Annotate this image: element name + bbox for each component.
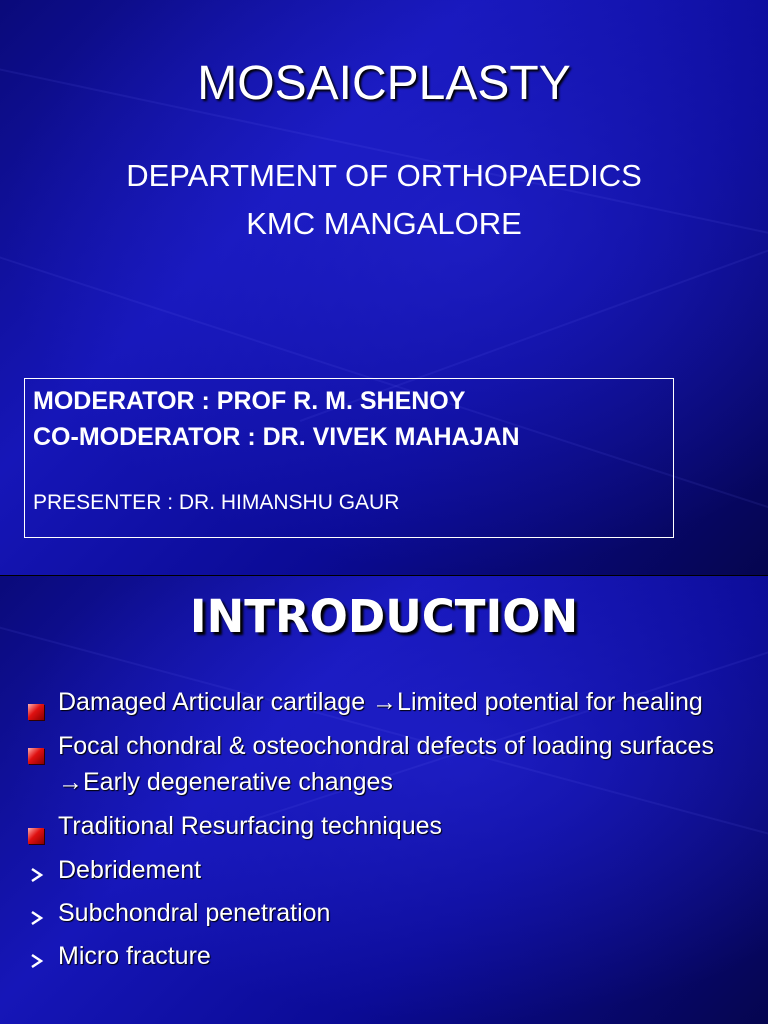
introduction-slide xyxy=(0,576,768,1024)
credits-box xyxy=(24,378,674,538)
red-square-bullet-icon xyxy=(28,818,44,854)
bullet-item xyxy=(28,728,748,800)
bullet-item xyxy=(28,938,748,974)
section-title: INTRODUCTION xyxy=(189,590,579,643)
presenter-line: PRESENTER : DR. HIMANSHU GAUR xyxy=(33,491,400,514)
chevron-right-bullet-icon xyxy=(28,945,46,981)
bullet-item xyxy=(28,808,748,844)
bullet-text: Focal chondral & osteochondral defects of loading surfaces →Early degenerative changes xyxy=(58,732,714,796)
bullet-item xyxy=(28,852,748,888)
chevron-right-bullet-icon xyxy=(28,859,46,895)
red-square-bullet-icon xyxy=(28,694,44,730)
bullet-list xyxy=(28,684,748,981)
bullet-text: Damaged Articular cartilage →Limited potential for healing xyxy=(58,688,703,716)
bullet-item xyxy=(28,895,748,931)
bullet-text: Traditional Resurfacing techniques xyxy=(58,812,443,840)
chevron-right-bullet-icon xyxy=(28,902,46,938)
institution-name: KMC MANGALORE xyxy=(246,206,522,241)
bullet-item xyxy=(28,684,748,720)
bullet-text: Subchondral penetration xyxy=(58,899,331,927)
co-moderator-line: CO-MODERATOR : DR. VIVEK MAHAJAN xyxy=(33,423,520,451)
slide-title: MOSAICPLASTY xyxy=(197,57,571,110)
bullet-text: Debridement xyxy=(58,856,202,884)
bullet-text: Micro fracture xyxy=(58,942,211,970)
red-square-bullet-icon xyxy=(28,738,44,774)
department-name: DEPARTMENT OF ORTHOPAEDICS xyxy=(126,158,642,193)
moderator-line: MODERATOR : PROF R. M. SHENOY xyxy=(33,387,466,415)
